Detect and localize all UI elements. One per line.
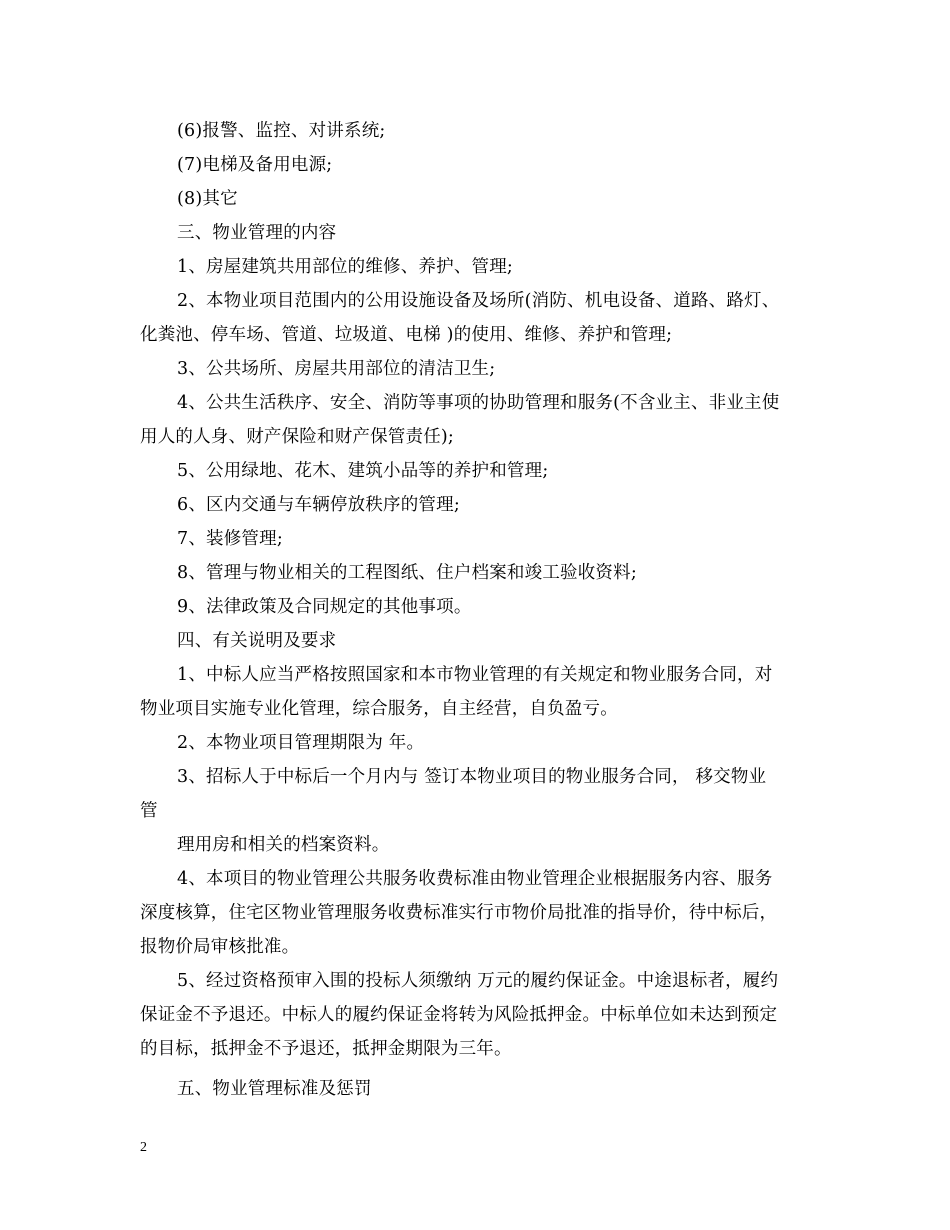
text-line: 3、招标人于中标后一个月内与 签订本物业项目的物业服务合同， 移交物业 bbox=[177, 767, 767, 787]
text-line: 用人的人身、财产保险和财产保管责任); bbox=[140, 427, 455, 447]
text-line: 4、本项目的物业管理公共服务收费标准由物业管理企业根据服务内容、服务 bbox=[177, 869, 773, 889]
text-line: (7)电梯及备用电源; bbox=[177, 155, 333, 175]
text-line: 3、公共场所、房屋共用部位的清洁卫生; bbox=[177, 359, 496, 379]
text-line: 5、经过资格预审入围的投标人须缴纳 万元的履约保证金。中途退标者，履约 bbox=[177, 971, 779, 991]
text-line: (6)报警、监控、对讲系统; bbox=[177, 121, 386, 141]
text-line: 6、区内交通与车辆停放秩序的管理; bbox=[177, 495, 460, 515]
text-line: 化粪池、停车场、管道、垃圾道、电梯 )的使用、维修、养护和管理; bbox=[140, 325, 673, 345]
text-line: 的目标，抵押金不予退还，抵押金期限为三年。 bbox=[140, 1039, 512, 1059]
text-line: (8)其它 bbox=[177, 189, 238, 209]
text-line: 2、本物业项目管理期限为 年。 bbox=[177, 733, 425, 753]
text-line: 深度核算，住宅区物业管理服务收费标准实行市物价局批准的指导价，待中标后， bbox=[140, 903, 778, 923]
text-line: 理用房和相关的档案资料。 bbox=[177, 835, 390, 855]
text-line: 报物价局审核批准。 bbox=[140, 937, 300, 957]
section-heading: 五、物业管理标准及惩罚 bbox=[177, 1079, 372, 1099]
section-heading: 四、有关说明及要求 bbox=[177, 631, 337, 651]
text-line: 管 bbox=[140, 801, 158, 821]
text-line: 7、装修管理; bbox=[177, 529, 283, 549]
text-line: 5、公用绿地、花木、建筑小品等的养护和管理; bbox=[177, 461, 549, 481]
page-number: 2 bbox=[140, 1140, 147, 1155]
text-line: 物业项目实施专业化管理，综合服务，自主经营，自负盈亏。 bbox=[140, 699, 618, 719]
text-line: 1、中标人应当严格按照国家和本市物业管理的有关规定和物业服务合同，对 bbox=[177, 665, 773, 685]
section-heading: 三、物业管理的内容 bbox=[177, 223, 337, 243]
text-line: 9、法律政策及合同规定的其他事项。 bbox=[177, 597, 472, 617]
text-line: 8、管理与物业相关的工程图纸、住户档案和竣工验收资料; bbox=[177, 563, 637, 583]
text-line: 4、公共生活秩序、安全、消防等事项的协助管理和服务(不含业主、非业主使 bbox=[177, 393, 780, 413]
text-line: 保证金不予退还。中标人的履约保证金将转为风险抵押金。中标单位如未达到预定 bbox=[140, 1005, 778, 1025]
text-line: 1、房屋建筑共用部位的维修、养护、管理; bbox=[177, 257, 514, 277]
text-line: 2、本物业项目范围内的公用设施设备及场所(消防、机电设备、道路、路灯、 bbox=[177, 291, 780, 311]
